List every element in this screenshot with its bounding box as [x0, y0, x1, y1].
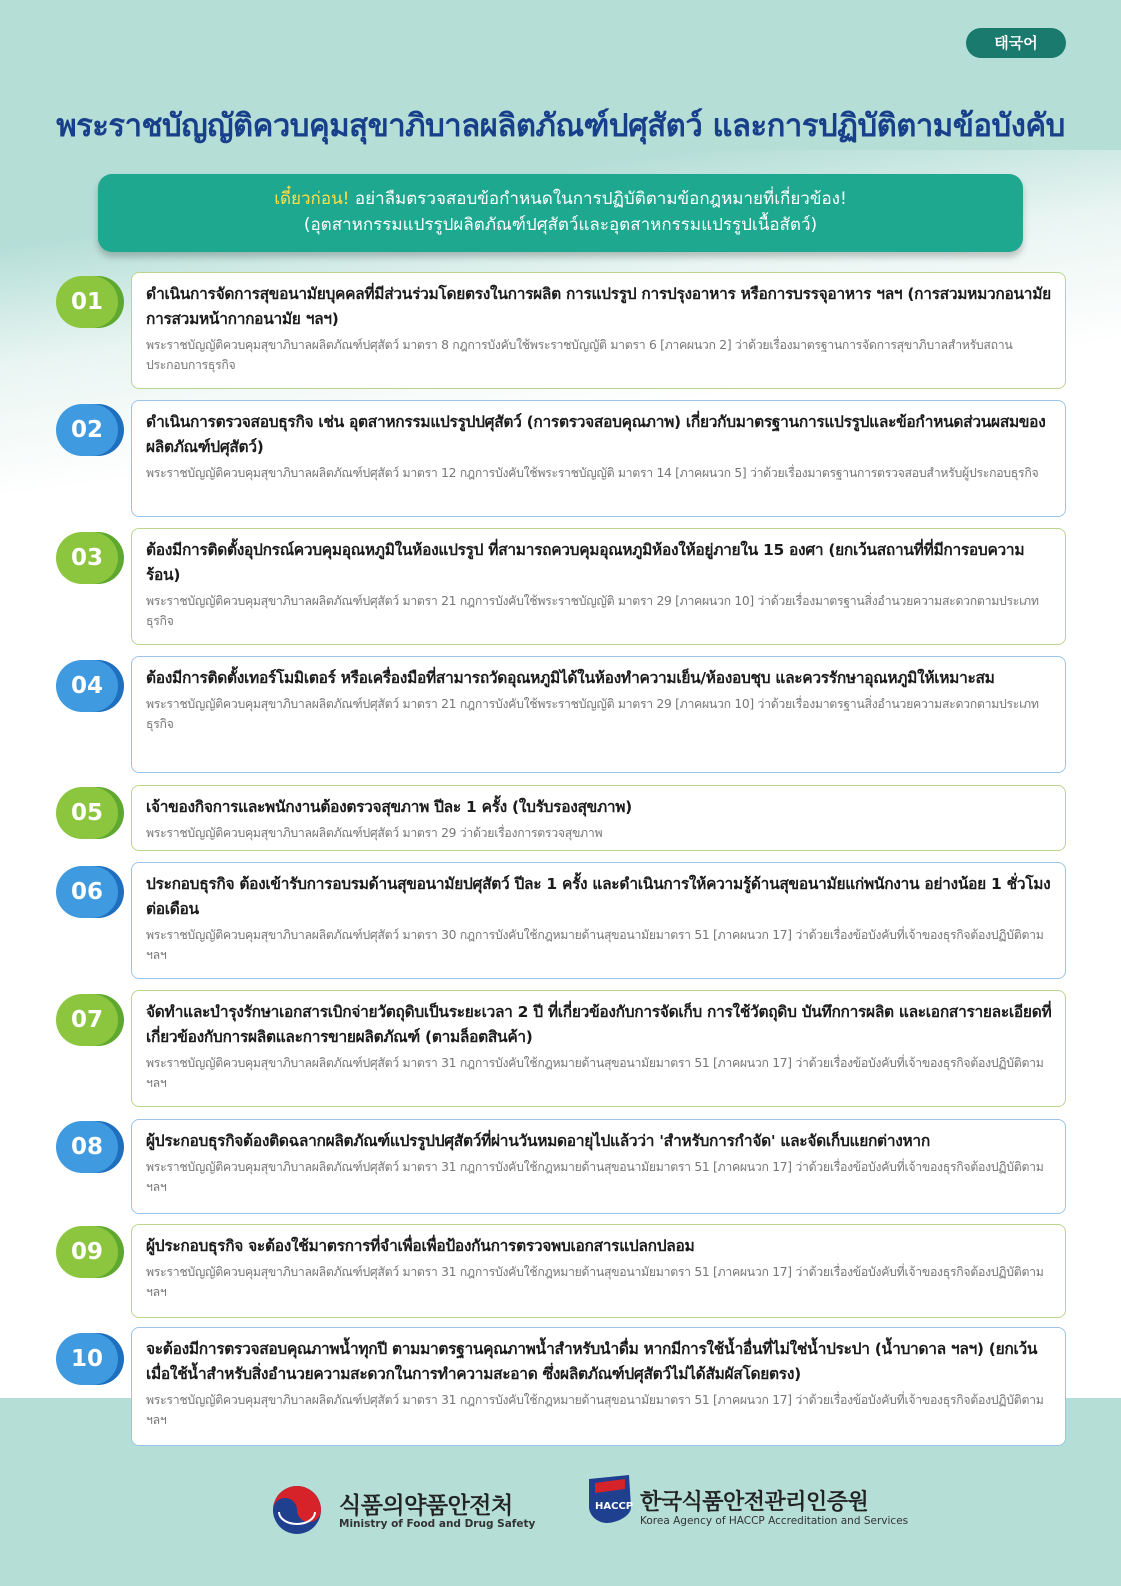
haccp-name: 한국식품안전관리인증원: [640, 1490, 869, 1515]
item-title: จะต้องมีการตรวจสอบคุณภาพน้ำทุกปี ตามมาตรฐานคุณภาพน้ำสำหรับนำดื่ม หากมีการใช้น้ำอื่นที่ไม่ใช่น้ำประปา (น้ำบาดาล ฯลฯ) (ยกเว้นเมื่อใช้น้ำสำหรับสิ่งอำนวยความสะดวกในการทำความสะอาด ซึ่งผลิตภัณฑ์ปศุสัตว์ไม่ได้สัมผัสโดยตรง): [146, 1340, 1038, 1383]
item-title: ผู้ประกอบธุรกิจต้องติดฉลากผลิตภัณฑ์แปรรูปปศุสัตว์ที่ผ่านวันหมดอายุไปแล้วว่า 'สำหรับการกำจัด' และจัดเก็บแยกต่างหาก: [146, 1132, 930, 1150]
language-badge: 태국어: [966, 28, 1066, 58]
item-number-badge: 01: [56, 276, 118, 328]
item-number-badge: 09: [56, 1226, 118, 1278]
item-title: ประกอบธุรกิจ ต้องเข้ารับการอบรมด้านสุขอนามัยปศุสัตว์ ปีละ 1 ครั้ง และดำเนินการให้ความรู้ด้านสุขอนามัยแก่พนักงาน อย่างน้อย 1 ชั่วโมงต่อเดือน: [146, 875, 1051, 918]
item-number-badge: 03: [56, 532, 118, 584]
item-source: พระราชบัญญัติควบคุมสุขาภิบาลผลิตภัณฑ์ปศุสัตว์ มาตรา 31 กฎการบังคับใช้กฎหมายด้านสุขอนามัยมาตรา 51 [ภาคผนวก 17] ว่าด้วยเรื่องข้อบังคับที่เจ้าของธุรกิจต้องปฏิบัติตาม ฯลฯ: [146, 1160, 1044, 1194]
footer-logos: [0, 1465, 1121, 1535]
item-card: [131, 400, 1066, 517]
mfds-name: 식품의약품안전처: [339, 1493, 513, 1519]
item-card: [131, 1119, 1066, 1214]
item-card: [131, 1327, 1066, 1446]
item-title: เจ้าของกิจการและพนักงานต้องตรวจสุขภาพ ปีละ 1 ครั้ง (ใบรับรองสุขภาพ): [146, 798, 632, 816]
item-number-badge: 06: [56, 866, 118, 918]
item-title: ดำเนินการจัดการสุขอนามัยบุคคลที่มีส่วนร่วมโดยตรงในการผลิต การแปรรูป การปรุงอาหาร หรือการบรรจุอาหาร ฯลฯ (การสวมหมวกอนามัย การสวมหน้ากากอนามัย ฯลฯ): [146, 285, 1051, 328]
item-title: ต้องมีการติดตั้งเทอร์โมมิเตอร์ หรือเครื่องมือที่สามารถวัดอุณหภูมิได้ในห้องทำความเย็น/ห้องอบชุบ และควรรักษาอุณหภูมิให้เหมาะสม: [146, 669, 995, 687]
item-card: [131, 862, 1066, 979]
item-source: พระราชบัญญัติควบคุมสุขาภิบาลผลิตภัณฑ์ปศุสัตว์ มาตรา 21 กฎการบังคับใช้พระราชบัญญัติ มาตรา 29 [ภาคผนวก 10] ว่าด้วยเรื่องมาตรฐานสิ่งอำนวยความสะดวกตามประเภทธุรกิจ: [146, 594, 1039, 628]
item-card: [131, 656, 1066, 773]
item-title: ดำเนินการตรวจสอบธุรกิจ เช่น อุตสาหกรรมแปรรูปปศุสัตว์ (การตรวจสอบคุณภาพ) เกี่ยวกับมาตรฐานการแปรรูปและข้อกำหนดส่วนผสมของผลิตภัณฑ์ปศุสัตว์): [146, 413, 1046, 456]
item-card: [131, 785, 1066, 851]
item-title: จัดทำและบำรุงรักษาเอกสารเบิกจ่ายวัตถุดิบเป็นระยะเวลา 2 ปี ที่เกี่ยวข้องกับการจัดเก็บ การใช้วัตถุดิบ บันทึกการผลิต และเอกสารายละเอียดที่เกี่ยวข้องกับการผลิตและการขายผลิตภัณฑ์ (ตามล็อตสินค้า): [146, 1003, 1052, 1046]
item-source: พระราชบัญญัติควบคุมสุขาภิบาลผลิตภัณฑ์ปศุสัตว์ มาตรา 12 กฎการบังคับใช้พระราชบัญญัติ มาตรา 14 [ภาคผนวก 5] ว่าด้วยเรื่องมาตรฐานการตรวจสอบสำหรับผู้ประกอบธุรกิจ: [146, 466, 1039, 480]
haccp-logo-icon: [585, 1473, 635, 1525]
mfds-subtitle: Ministry of Food and Drug Safety: [339, 1518, 536, 1530]
item-title: ต้องมีการติดตั้งอุปกรณ์ควบคุมอุณหภูมิในห้องแปรรูป ที่สามารถควบคุมอุณหภูมิห้องให้อยู่ภายใน 15 องศา (ยกเว้นสถานที่ที่มีการอบความร้อน): [146, 541, 1025, 584]
item-number-badge: 08: [56, 1121, 118, 1173]
item-source: พระราชบัญญัติควบคุมสุขาภิบาลผลิตภัณฑ์ปศุสัตว์ มาตรา 29 ว่าด้วยเรื่องการตรวจสุขภาพ: [146, 826, 603, 840]
banner-line-2: (อุตสาหกรรมแปรรูปผลิตภัณฑ์ปศุสัตว์และอุตสาหกรรมแปรรูปเนื้อสัตว์): [303, 215, 818, 235]
banner-highlight: เดี๋ยวก่อน!: [274, 189, 350, 209]
item-source: พระราชบัญญัติควบคุมสุขาภิบาลผลิตภัณฑ์ปศุสัตว์ มาตรา 30 กฎการบังคับใช้กฎหมายด้านสุขอนามัยมาตรา 51 [ภาคผนวก 17] ว่าด้วยเรื่องข้อบังคับที่เจ้าของธุรกิจต้องปฏิบัติตาม ฯลฯ: [146, 928, 1044, 962]
item-title: ผู้ประกอบธุรกิจ จะต้องใช้มาตรการที่จำเพื่อเพื่อป้องกันการตรวจพบเอกสารแปลกปลอม: [146, 1237, 695, 1255]
item-number-badge: 04: [56, 660, 118, 712]
item-card: [131, 990, 1066, 1107]
page-title: พระราชบัญญัติควบคุมสุขาภิบาลผลิตภัณฑ์ปศุสัตว์ และการปฏิบัติตามข้อบังคับ: [56, 108, 1065, 144]
item-number-badge: 02: [56, 404, 118, 456]
item-number-badge: 05: [56, 787, 118, 839]
item-card: [131, 272, 1066, 389]
banner-line-1: [98, 186, 1023, 212]
item-card: [131, 1224, 1066, 1318]
mfds-emblem-icon: [272, 1485, 322, 1535]
reminder-banner: [98, 174, 1023, 252]
item-source: พระราชบัญญัติควบคุมสุขาภิบาลผลิตภัณฑ์ปศุสัตว์ มาตรา 21 กฎการบังคับใช้พระราชบัญญัติ มาตรา 29 [ภาคผนวก 10] ว่าด้วยเรื่องมาตรฐานสิ่งอำนวยความสะดวกตามประเภทธุรกิจ: [146, 697, 1039, 731]
item-source: พระราชบัญญัติควบคุมสุขาภิบาลผลิตภัณฑ์ปศุสัตว์ มาตรา 31 กฎการบังคับใช้กฎหมายด้านสุขอนามัยมาตรา 51 [ภาคผนวก 17] ว่าด้วยเรื่องข้อบังคับที่เจ้าของธุรกิจต้องปฏิบัติตาม ฯลฯ: [146, 1265, 1044, 1299]
banner-line-1-text: อย่าลืมตรวจสอบข้อกำหนดในการปฏิบัติตามข้อกฎหมายที่เกี่ยวข้อง!: [349, 189, 847, 209]
item-number-badge: 07: [56, 994, 118, 1046]
item-source: พระราชบัญญัติควบคุมสุขาภิบาลผลิตภัณฑ์ปศุสัตว์ มาตรา 31 กฎการบังคับใช้กฎหมายด้านสุขอนามัยมาตรา 51 [ภาคผนวก 17] ว่าด้วยเรื่องข้อบังคับที่เจ้าของธุรกิจต้องปฏิบัติตาม ฯลฯ: [146, 1393, 1044, 1427]
item-source: พระราชบัญญัติควบคุมสุขาภิบาลผลิตภัณฑ์ปศุสัตว์ มาตรา 31 กฎการบังคับใช้กฎหมายด้านสุขอนามัยมาตรา 51 [ภาคผนวก 17] ว่าด้วยเรื่องข้อบังคับที่เจ้าของธุรกิจต้องปฏิบัติตาม ฯลฯ: [146, 1056, 1044, 1090]
item-number-badge: 10: [56, 1333, 118, 1385]
haccp-badge-text: HACCP: [595, 1501, 634, 1512]
item-source: พระราชบัญญัติควบคุมสุขาภิบาลผลิตภัณฑ์ปศุสัตว์ มาตรา 8 กฎการบังคับใช้พระราชบัญญัติ มาตรา 6 [ภาคผนวก 2] ว่าด้วยเรื่องมาตรฐานการจัดการสุขาภิบาลสำหรับสถานประกอบการธุรกิจ: [146, 338, 1013, 372]
haccp-subtitle: Korea Agency of HACCP Accreditation and Services: [640, 1515, 909, 1527]
item-card: [131, 528, 1066, 645]
